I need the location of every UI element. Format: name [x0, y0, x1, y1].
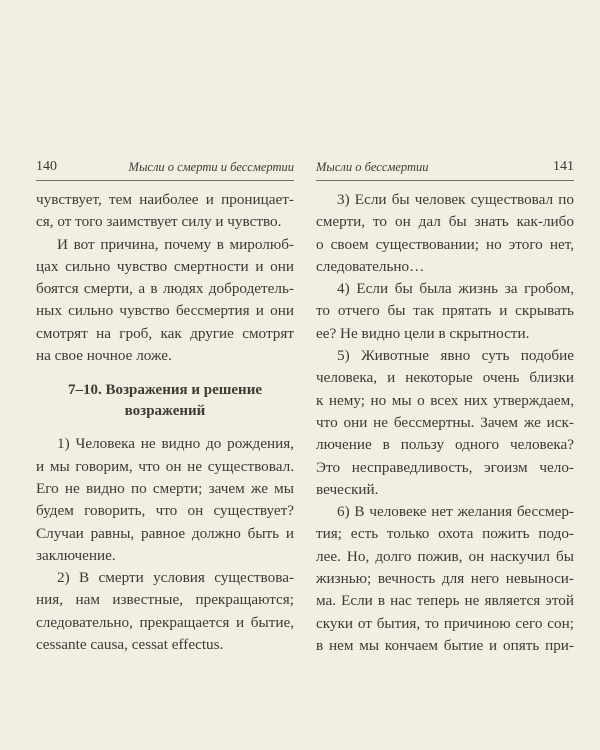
running-head: Мысли о смерти и бессмертии — [128, 160, 294, 174]
text-line: будем говорить, что он существует? — [36, 502, 294, 520]
text-line: цах сильно чувство смертности и они — [36, 257, 294, 275]
text-line: Это несправедливость, эгоизм чело- — [316, 458, 574, 476]
paragraph — [36, 234, 294, 368]
text-line: ся, от того заимствует силу и чувство. — [36, 213, 282, 231]
right-page-header — [316, 158, 574, 181]
text-line: ния, нам известные, прекращаются; — [36, 591, 294, 609]
text-line: и мы говорим, что он не существовал. — [36, 457, 294, 475]
left-page-header — [36, 158, 294, 181]
paragraph — [316, 345, 574, 501]
paragraph — [36, 189, 294, 234]
section-title-line: 7–10. Возражения и решение — [67, 382, 263, 399]
text-line: чувствует, тем наиболее и проницает- — [36, 191, 294, 208]
text-line: 1) Человека не видно до рождения, — [57, 435, 294, 453]
text-line: о своем существовании; но этого нет, — [316, 235, 574, 253]
text-line: веческий. — [316, 480, 379, 498]
text-line: 6) В человеке нет желания бессмер- — [337, 503, 574, 521]
text-line: ма. Если в нас теперь не является этой — [316, 592, 574, 610]
section-title — [36, 380, 294, 422]
text-line: жизнью; вечность для него невыноси- — [316, 570, 574, 588]
text-line: лючение в пользу одного человека? — [316, 436, 574, 454]
text-line: на свое ночное ложе. — [36, 347, 172, 365]
left-page — [36, 158, 294, 656]
section-title-line: возражений — [124, 403, 206, 420]
text-line: смерти, то он дал бы знать как-либо — [316, 213, 574, 231]
text-line: в нем мы кончаем бытие и опять при- — [316, 636, 574, 654]
text-line: ее? Не видно цели в скрытности. — [316, 324, 530, 342]
paragraph — [316, 278, 574, 345]
text-line: скуки от бытия, то причиною сего сон; — [316, 614, 574, 632]
text-line: cessante causa, cessat effectus. — [36, 636, 224, 654]
text-line: следовательно, прекращается и бытие, — [36, 613, 294, 631]
page-number: 141 — [553, 159, 574, 174]
running-head: Мысли о бессмертии — [316, 160, 429, 174]
text-line: боятся смерти, а в людях добродетель- — [36, 280, 294, 298]
paragraph — [316, 501, 574, 657]
text-line: человека, и некоторые очень близки — [316, 369, 574, 387]
text-line: то отчего бы так прятать и скрывать — [316, 302, 574, 320]
text-line: что они не бессмертны. Зачем же иск- — [316, 413, 574, 431]
text-line: Его не видно по смерти; зачем же мы — [36, 479, 294, 497]
text-line: следовательно… — [316, 257, 425, 275]
page-number: 140 — [36, 159, 57, 174]
paragraph — [36, 433, 294, 567]
left-page-body — [36, 189, 294, 656]
text-line: ных сильно чувство бессмертия и они — [36, 302, 294, 320]
text-line: смотрят на гроб, как другие смотрят — [36, 324, 294, 342]
right-page-body — [316, 189, 574, 657]
text-line: Случаи равны, равное должно быть и — [36, 524, 294, 542]
paragraph — [36, 567, 294, 656]
text-line: заключение. — [36, 546, 116, 564]
text-line: 3) Если бы человек существовал по — [337, 191, 574, 208]
text-line: И вот причина, почему в миролюб- — [57, 235, 294, 253]
text-line: 4) Если бы была жизнь за гробом, — [337, 280, 574, 298]
text-line: тия; есть только охота пожить подо- — [316, 525, 574, 543]
text-line: к нему; но мы о всех них утверждаем, — [316, 391, 574, 409]
right-page — [316, 158, 574, 657]
paragraph — [316, 189, 574, 278]
text-line: лее. Но, долго пожив, он наскучил бы — [316, 547, 574, 565]
text-line: 5) Животные явно суть подобие — [337, 347, 574, 365]
text-line: 2) В смерти условия существова- — [57, 569, 294, 587]
